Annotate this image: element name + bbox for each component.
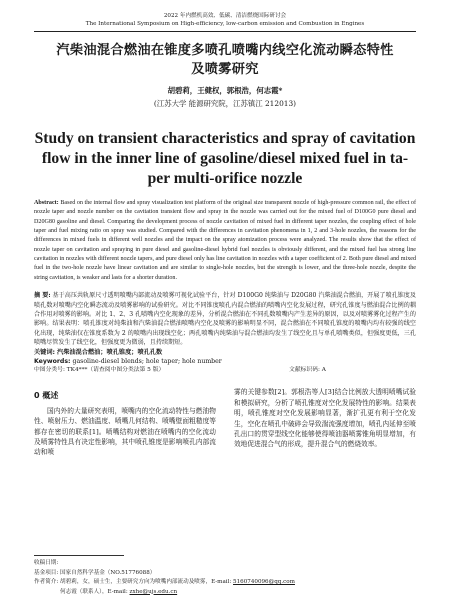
footnote-corr-text: 何志霞（联系人），E-mail: [60, 588, 130, 595]
doc-code: 文献标识码: A [289, 367, 326, 374]
footnote-fund: 基金项目: 国家自然科学基金（NO.51776088） [34, 569, 156, 576]
footnote-author-text: 作者简介: 胡碧莉，女，硕士生，主要研究方向为喷嘴内部流动及喷雾，E-mail: [34, 579, 234, 585]
right-column-text: 雾的关键参数[2]。郭根浩等人[3]结合比例放大透明喷嘴试验和模拟研究，分析了喷孔锥度对空化发展特性的影响。结果表明，喷孔锥度对空化发展影响显著，渐扩孔更有利于空化发生，空化在喷孔中破碎会导致湍流强度增加，喷孔内延伸至喷孔出口的贯穿型线空化能够使得喷油器喷雾锥角明显增加，有效地促进混合气的形成，提升混合气的燃烧效率。 [234, 388, 416, 449]
left-column [34, 387, 216, 457]
running-header [34, 0, 416, 32]
keywords-cn-text: 汽柴油混合燃油；喷孔锥度；喷孔孔数 [57, 348, 163, 356]
footnote-author [34, 578, 416, 588]
footnote-rule [34, 555, 124, 556]
abstract-en-text: Based on the internal flow and spray visualization test platform of the original size transparent nozzle of high-pressure common rail, the effect of nozzle taper and nozzle number on the cavitation transient flow and spray in the nozzle was carried out for the mixed fuel of D100G0 pure diesel and D20G80 gasoline and diesel. Comparing the development process of nozzle cavitation of mixed fuel in different taper nozzles, the coupling effect of hole taper and fuel mixing ratio on spray was studied. Compared with the differences in cavitation phenomena in 1, 2 and 3-hole nozzles, the reasons for the differences in mixed fuels in different well nozzles and the impact on the spray atomization process were analyzed. The results show that the effect of nozzle taper on cavitation and spraying in pure diesel and gasoline-diesel hybrid fuel nozzles is obviously different, and the mixed fuel has strong line cavitation in nozzles with different nozzle tapers, and pure diesel only has line cavitation in nozzles with a taper coefficient of 2. Both pure diesel and mixed fuel in the two-hole nozzle have linear cavitation and are similar to single-hole nozzles, but the strength is lower, and the three-hole nozzle, despite the string cavitation, is weaker and lasts for a shorter duration. [34, 200, 417, 281]
keywords-cn-label: 关键词: [34, 348, 56, 356]
classification-line [34, 366, 416, 375]
section-heading: 0 概述 [34, 391, 59, 401]
title-en-line1: Study on transient characteristics and spray of cavitation [34, 130, 416, 147]
header-rule [34, 31, 416, 32]
header-line-cn: 2022 年内燃机高效、低碳、清洁燃烧国际研讨会 [163, 13, 287, 19]
abstract-en [34, 199, 416, 283]
affiliation-cn: (江苏大学 能源研究院，江苏镇江 212013) [153, 99, 297, 108]
keywords-cn [34, 348, 416, 357]
title-en [34, 129, 416, 189]
body-columns [34, 387, 416, 457]
keywords-en [34, 357, 416, 366]
title-en-line3: per multi-orifice nozzle [147, 170, 303, 187]
title-cn-line1: 汽柴油混合燃油在锥度多喷孔喷嘴内线空化流动瞬态特性 [56, 43, 394, 58]
title-en-line2: flow in the inner line of gasoline/diesel mixed fuel in ta- [41, 150, 409, 167]
abstract-cn-text: 基于高压共轨原尺寸透明喷嘴内部流动及喷雾可视化试验平台，针对 D100G0 纯柴油与 D20G80 汽柴油混合燃油，开展了喷孔锥度及喷孔数对喷嘴内空化瞬态流动及喷雾影响的试验研究。对比不同锥度喷孔内混合燃油的喷嘴内空化发展过程，研究孔锥度与燃油混合比例的耦合作用对喷雾的影响。对比 1、2、3 孔喷嘴内空化现象的差异，分析混合燃油在不同孔数喷嘴内产生差异的原因，以及对喷雾雾化过程产生的影响。结果表明：喷孔锥度对纯柴油和汽柴油混合燃油喷嘴内空化及喷雾的影响明显不同，混合燃油在不同喷孔锥度的喷嘴内均有较强的线空化出现，纯柴油仅在锥度系数为 2 的喷嘴内出现线空化；两孔喷嘴内纯柴油与混合燃油均发生了线空化且与单孔喷嘴类似，但强度更低，三孔喷嘴尽管发生了线空化，但强度更为微弱，且持续期短。 [34, 292, 416, 347]
footnote-received: 收稿日期: [34, 560, 59, 566]
author-email-link[interactable]: 5160740096@qq.com [233, 579, 295, 585]
footnote-corresponding [34, 588, 416, 598]
footnote [34, 555, 416, 597]
keywords-en-text: gasoline-diesel blends; hole taper; hole number [72, 357, 222, 365]
right-column [234, 387, 416, 457]
keywords-en-label: Keywords: [34, 357, 71, 365]
left-column-text: 国内外的大量研究表明，喷嘴内的空化流动特性与燃油物性、喷射压力、燃油温度、喷嘴几何结构、喷嘴壁面粗糙度等都存在密切的联系[1]。喷嘴结构对燃油在喷嘴内的空化流动及喷雾特性具有决定性影响，其中喷孔锥度是影响喷孔内部流动和喷 [34, 406, 216, 457]
header-line-en: The International Symposium on High-efficiency, low-carbon emission and Combustion in Engines [85, 21, 365, 27]
corr-email-link[interactable]: zxhe@ujs.edu.cn [129, 588, 178, 595]
clc-number: 中图分类号: TK4***（请查阅中图分类法第 5 版） [34, 367, 165, 374]
title-cn [34, 42, 416, 79]
authors-cn: 胡碧莉，王健权，郭根浩，何志霞* [167, 86, 283, 95]
title-cn-line2: 及喷雾研究 [191, 61, 259, 77]
abstract-cn-label: 摘 要: [34, 292, 51, 300]
abstract-en-label: Abstract: [34, 200, 59, 206]
abstract-cn [34, 291, 416, 347]
